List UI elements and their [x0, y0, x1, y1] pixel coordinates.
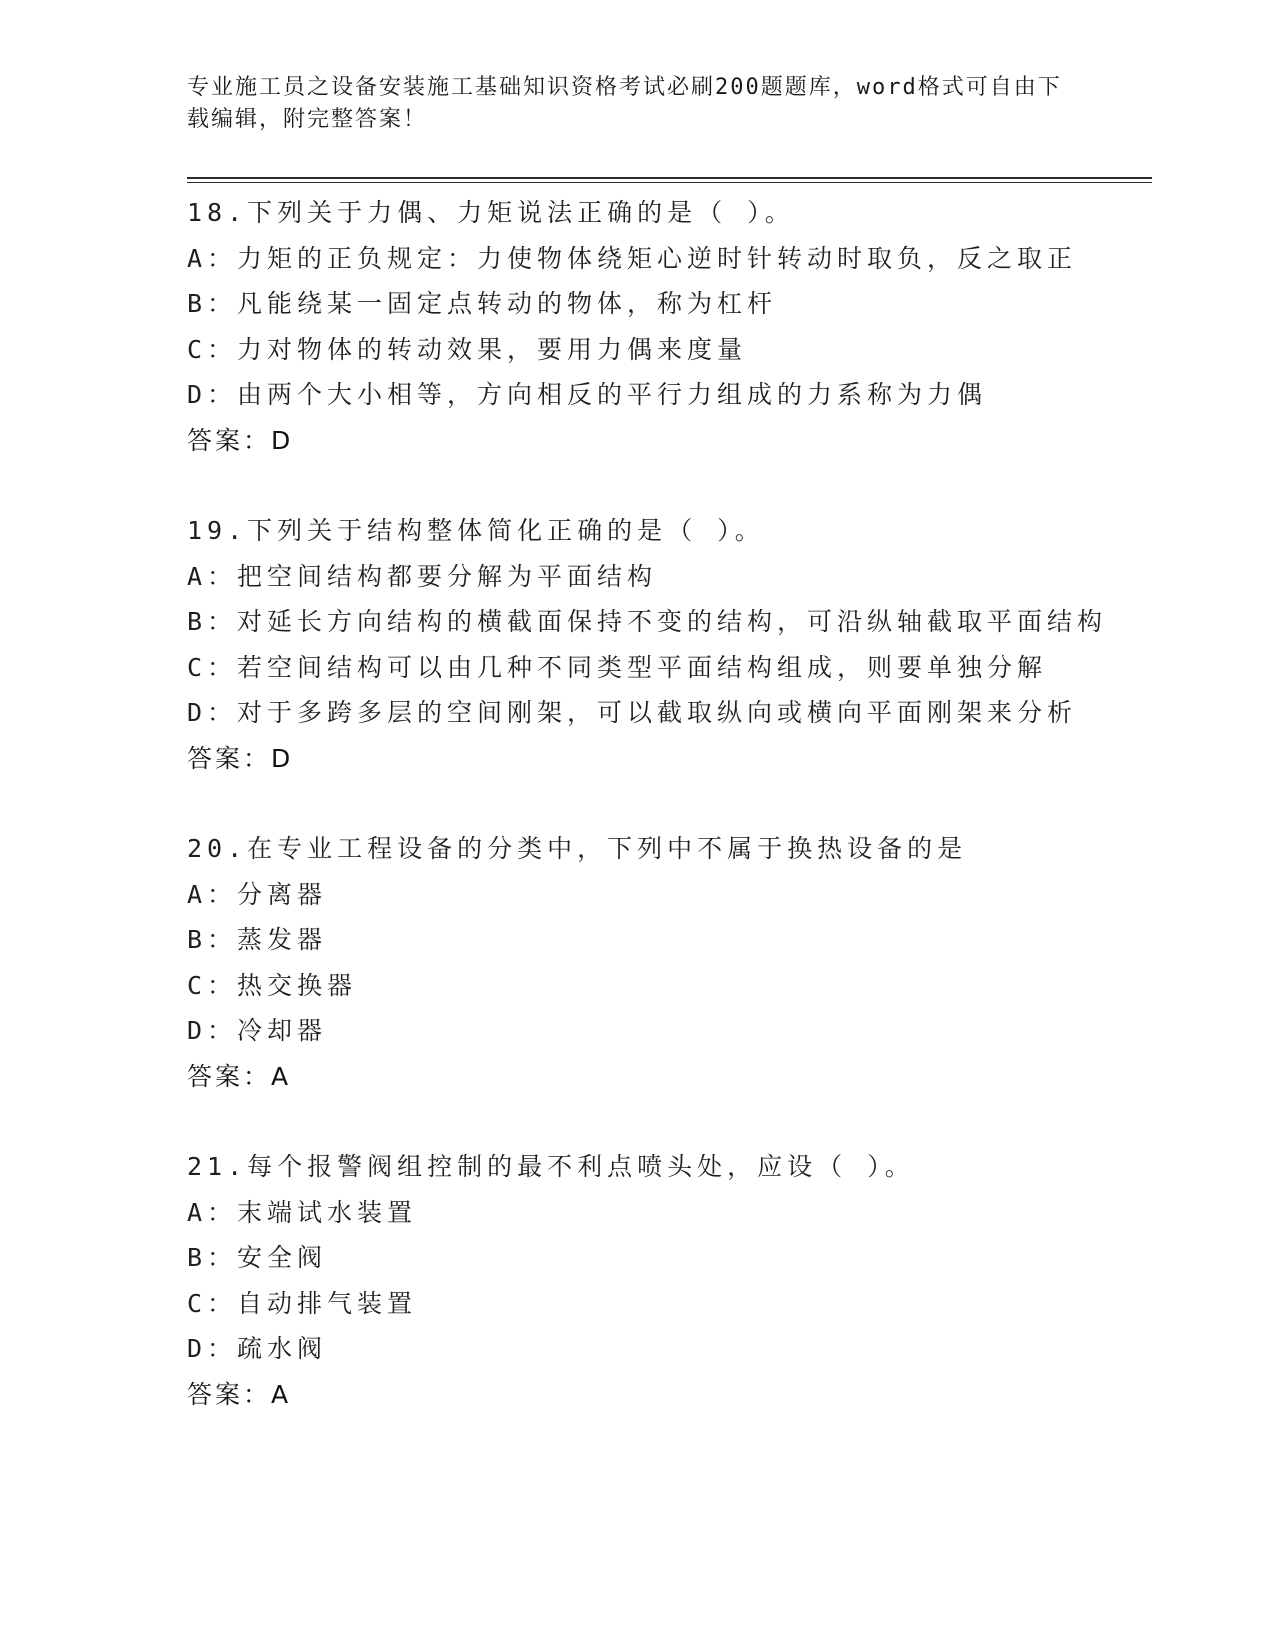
answer-label: 答案：A [187, 1061, 292, 1091]
question-stem: 21.每个报警阀组控制的最不利点喷头处，应设（ ）。 [187, 1152, 915, 1181]
option-b: B：凡能绕某一固定点转动的物体，称为杠杆 [187, 289, 778, 318]
answer-label: 答案：D [187, 743, 294, 773]
question-stem: 19.下列关于结构整体简化正确的是（ ）。 [187, 516, 765, 545]
question-20 [187, 826, 1152, 1099]
option-b: B：对延长方向结构的横截面保持不变的结构，可沿纵轴截取平面结构 [187, 607, 1108, 636]
header-divider-thin [187, 182, 1152, 183]
option-a: A：把空间结构都要分解为平面结构 [187, 561, 658, 591]
question-18 [187, 190, 1152, 463]
question-21 [187, 1144, 1152, 1417]
question-stem: 20.在专业工程设备的分类中，下列中不属于换热设备的是 [187, 834, 968, 863]
option-d: D：由两个大小相等，方向相反的平行力组成的力系称为力偶 [187, 380, 988, 409]
header-divider-thick [187, 177, 1152, 179]
option-c: C：力对物体的转动效果，要用力偶来度量 [187, 334, 748, 364]
question-stem: 18.下列关于力偶、力矩说法正确的是（ ）。 [187, 198, 795, 227]
option-a: A：末端试水装置 [187, 1197, 418, 1227]
option-b: B：安全阀 [187, 1243, 328, 1272]
answer-label: 答案：A [187, 1379, 292, 1409]
answer-label: 答案：D [187, 425, 294, 455]
question-19 [187, 508, 1152, 781]
option-c: C：自动排气装置 [187, 1288, 418, 1318]
document-header: 专业施工员之设备安装施工基础知识资格考试必刷200题题库，word格式可自由下载编辑，附完整答案！ [187, 75, 1062, 132]
option-b: B：蒸发器 [187, 925, 328, 954]
option-d: D：冷却器 [187, 1016, 328, 1045]
option-d: D：疏水阀 [187, 1334, 328, 1363]
option-a: A：分离器 [187, 879, 328, 909]
option-d: D：对于多跨多层的空间刚架，可以截取纵向或横向平面刚架来分析 [187, 698, 1078, 727]
option-c: C：若空间结构可以由几种不同类型平面结构组成，则要单独分解 [187, 652, 1048, 682]
question-list [187, 190, 1152, 1462]
option-a: A：力矩的正负规定：力使物体绕矩心逆时针转动时取负，反之取正 [187, 243, 1078, 273]
option-c: C：热交换器 [187, 970, 358, 1000]
